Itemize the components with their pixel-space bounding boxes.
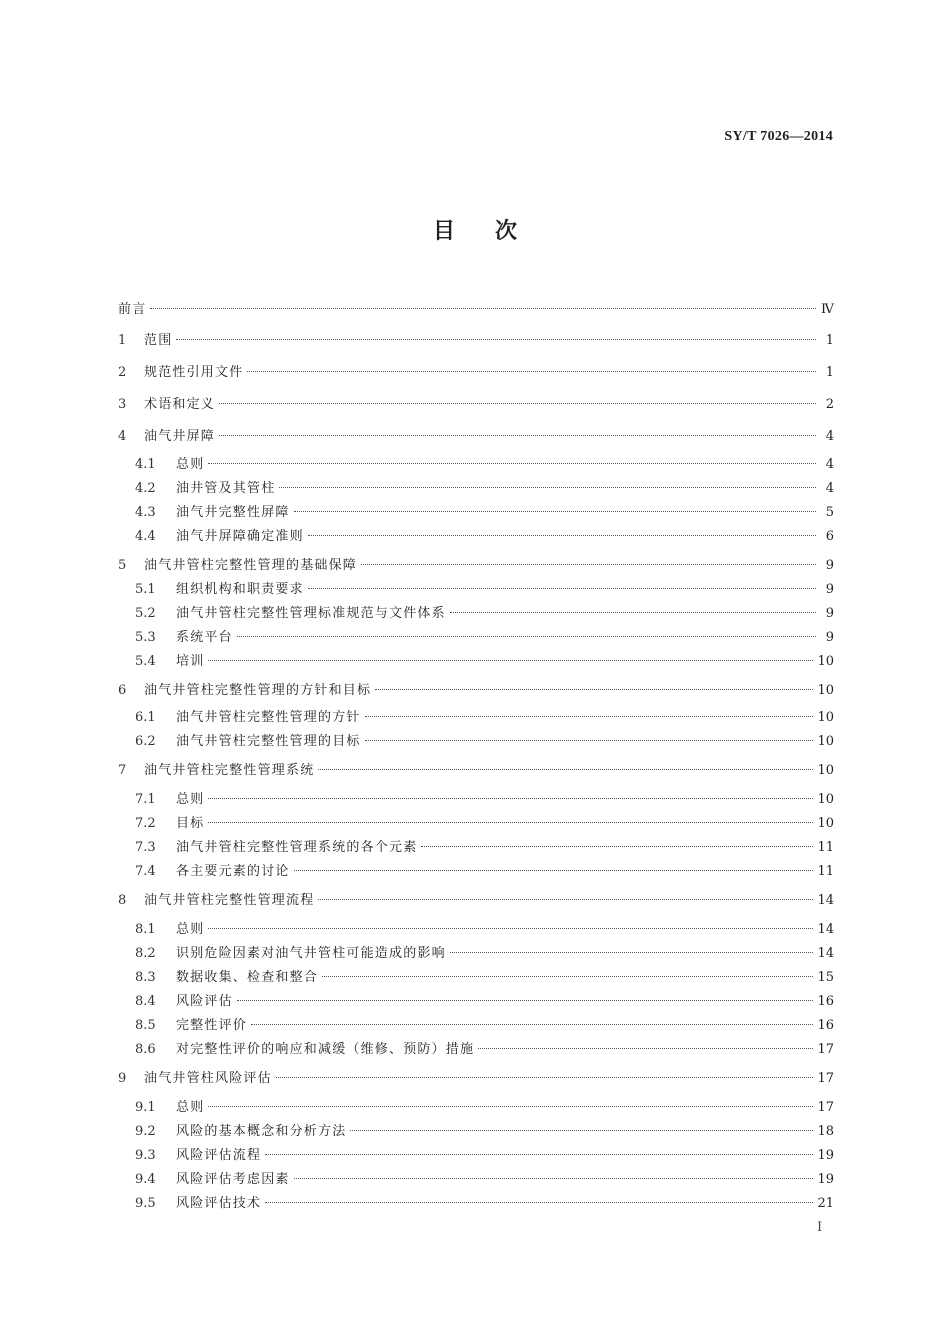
toc-entry-label: 油气井管柱完整性管理的方针和目标 (144, 683, 372, 698)
toc-entry[interactable] (135, 1194, 834, 1214)
toc-entry-number: 5.4 (135, 654, 156, 669)
toc-entry-page: 4 (825, 429, 834, 444)
dot-leader (421, 846, 813, 847)
toc-entry-number: 9.1 (135, 1100, 156, 1115)
toc-entry[interactable] (118, 1069, 834, 1089)
toc-entry-label: 组织机构和职责要求 (176, 582, 304, 597)
toc-entry-page: 11 (817, 864, 834, 879)
toc-entry-label: 油气井管柱完整性管理的方针 (176, 710, 361, 725)
toc-entry-page: 14 (817, 893, 834, 908)
toc-entry[interactable] (135, 708, 834, 728)
toc-entry-page: 9 (825, 582, 834, 597)
toc-entry[interactable] (135, 1098, 834, 1118)
toc-entry[interactable] (118, 556, 834, 576)
dot-leader (219, 435, 816, 436)
toc-entry[interactable] (135, 580, 834, 600)
toc-entry-page: 4 (825, 457, 834, 472)
toc-entry-label: 油气井管柱完整性管理的目标 (176, 734, 361, 749)
toc-entry-number: 2 (118, 365, 127, 380)
toc-entry[interactable] (135, 920, 834, 940)
toc-entry-number: 4.2 (135, 481, 156, 496)
toc-entry-label: 油气井管柱完整性管理流程 (144, 893, 315, 908)
dot-leader (247, 371, 816, 372)
dot-leader (365, 716, 814, 717)
toc-entry-number: 6 (118, 683, 127, 698)
toc-entry-label: 完整性评价 (176, 1018, 248, 1033)
toc-entry-number: 5 (118, 558, 127, 573)
toc-entry-label: 油气井管柱完整性管理标准规范与文件体系 (176, 606, 446, 621)
toc-entry-label: 总则 (176, 1100, 205, 1115)
toc-entry[interactable] (135, 814, 834, 834)
toc-entry-label: 系统平台 (176, 630, 233, 645)
dot-leader (208, 822, 813, 823)
toc-entry-page: 17 (817, 1100, 834, 1115)
dot-leader (276, 1077, 814, 1078)
toc-entry-page: 10 (817, 683, 834, 698)
toc-entry-label: 油气井屏障 (144, 429, 216, 444)
toc-entry-label: 总则 (176, 922, 205, 937)
toc-entry-number: 9 (118, 1071, 127, 1086)
toc-entry-page: 16 (817, 1018, 834, 1033)
dot-leader (318, 899, 813, 900)
toc-entry-label: 油气井管柱完整性管理的基础保障 (144, 558, 358, 573)
toc-entry-page: 10 (817, 763, 834, 778)
toc-entry[interactable] (135, 1040, 834, 1060)
dot-leader (450, 612, 816, 613)
toc-entry-number: 7.3 (135, 840, 156, 855)
toc-entry[interactable] (118, 427, 834, 447)
toc-entry-label: 总则 (176, 457, 205, 472)
toc-entry-page: 11 (817, 840, 834, 855)
toc-entry-page: 15 (817, 970, 834, 985)
toc-entry[interactable] (135, 862, 834, 882)
toc-entry-page: 18 (817, 1124, 834, 1139)
dot-leader (265, 1154, 813, 1155)
dot-leader (294, 1178, 814, 1179)
toc-entry-page: 14 (817, 946, 834, 961)
toc-entry-page: 17 (817, 1042, 834, 1057)
toc-entry-number: 6.1 (135, 710, 156, 725)
toc-entry-page: 9 (825, 558, 834, 573)
dot-leader (361, 564, 816, 565)
dot-leader (265, 1202, 813, 1203)
toc-entry-label: 术语和定义 (144, 397, 216, 412)
toc-entry-page: 10 (817, 710, 834, 725)
toc-entry[interactable] (118, 363, 834, 383)
toc-entry[interactable] (118, 300, 834, 320)
toc-entry[interactable] (135, 992, 834, 1012)
dot-leader (219, 403, 816, 404)
toc-entry[interactable] (135, 838, 834, 858)
toc-entry[interactable] (118, 395, 834, 415)
toc-entry-label: 各主要元素的讨论 (176, 864, 290, 879)
toc-entry-number: 8.5 (135, 1018, 156, 1033)
toc-entry-label: 范围 (144, 333, 173, 348)
toc-entry[interactable] (135, 732, 834, 752)
standard-code: SY/T 7026—2014 (724, 129, 833, 144)
toc-entry-label: 风险的基本概念和分析方法 (176, 1124, 347, 1139)
toc-entry-page: 19 (817, 1148, 834, 1163)
dot-leader (237, 1000, 814, 1001)
toc-entry-label: 识别危险因素对油气井管柱可能造成的影响 (176, 946, 446, 961)
toc-entry-label: 油气井管柱风险评估 (144, 1071, 272, 1086)
toc-entry-number: 8.2 (135, 946, 156, 961)
dot-leader (450, 952, 814, 953)
toc-entry[interactable] (135, 479, 834, 499)
toc-entry[interactable] (135, 1016, 834, 1036)
toc-entry-page: 10 (817, 792, 834, 807)
toc-entry-page: 14 (817, 922, 834, 937)
toc-entry-label: 前言 (118, 302, 147, 317)
toc-entry-number: 6.2 (135, 734, 156, 749)
toc-entry-page: 19 (817, 1172, 834, 1187)
dot-leader (176, 339, 816, 340)
dot-leader (208, 463, 816, 464)
toc-entry-page: 9 (825, 630, 834, 645)
toc-entry-label: 油气井屏障确定准则 (176, 529, 304, 544)
toc-entry-label: 风险评估流程 (176, 1148, 262, 1163)
page-number: I (817, 1220, 823, 1235)
toc-entry-number: 5.3 (135, 630, 156, 645)
toc-entry[interactable] (135, 1170, 834, 1190)
toc-entry[interactable] (118, 891, 834, 911)
toc-entry[interactable] (135, 455, 834, 475)
toc-entry-label: 油气井管柱完整性管理系统的各个元素 (176, 840, 418, 855)
toc-entry-label: 油井管及其管柱 (176, 481, 276, 496)
dot-leader (294, 870, 814, 871)
dot-leader (208, 660, 813, 661)
dot-leader (365, 740, 814, 741)
dot-leader (237, 636, 816, 637)
toc-entry[interactable] (118, 761, 834, 781)
toc-entry[interactable] (135, 503, 834, 523)
toc-entry-number: 8.4 (135, 994, 156, 1009)
toc-entry-page: 21 (817, 1196, 834, 1211)
toc-entry[interactable] (135, 628, 834, 648)
dot-leader (375, 689, 813, 690)
toc-entry-page: 5 (825, 505, 834, 520)
toc-entry-number: 4.3 (135, 505, 156, 520)
dot-leader (308, 588, 816, 589)
dot-leader (322, 976, 813, 977)
dot-leader (294, 511, 816, 512)
toc-entry-number: 1 (118, 333, 127, 348)
toc-entry-number: 9.3 (135, 1148, 156, 1163)
toc-entry-label: 目标 (176, 816, 205, 831)
toc-entry[interactable] (135, 944, 834, 964)
dot-leader (318, 769, 813, 770)
toc-entry-label: 数据收集、检查和整合 (176, 970, 319, 985)
toc-entry-label: 风险评估技术 (176, 1196, 262, 1211)
toc-entry-number: 9.2 (135, 1124, 156, 1139)
toc-entry-label: 风险评估 (176, 994, 233, 1009)
dot-leader (208, 1106, 813, 1107)
toc-entry-page: 16 (817, 994, 834, 1009)
toc-entry-label: 对完整性评价的响应和减缓（维修、预防）措施 (176, 1042, 475, 1057)
toc-entry[interactable] (135, 968, 834, 988)
dot-leader (251, 1024, 813, 1025)
toc-entry-number: 8.3 (135, 970, 156, 985)
toc-entry-page: 1 (825, 365, 834, 380)
toc-entry-label: 油气井管柱完整性管理系统 (144, 763, 315, 778)
toc-entry-number: 8.6 (135, 1042, 156, 1057)
dot-leader (150, 308, 816, 309)
toc-entry-page: 17 (817, 1071, 834, 1086)
toc-entry-label: 油气井完整性屏障 (176, 505, 290, 520)
toc-entry-label: 总则 (176, 792, 205, 807)
toc-entry-page: 10 (817, 654, 834, 669)
toc-entry-number: 9.5 (135, 1196, 156, 1211)
dot-leader (208, 798, 813, 799)
toc-entry-number: 7.1 (135, 792, 156, 807)
toc-entry-number: 4.4 (135, 529, 156, 544)
toc-entry-page: 10 (817, 734, 834, 749)
toc-entry-number: 4.1 (135, 457, 156, 472)
toc-entry-number: 7.2 (135, 816, 156, 831)
toc-entry-page: 10 (817, 816, 834, 831)
toc-entry-number: 9.4 (135, 1172, 156, 1187)
toc-entry-number: 8 (118, 893, 127, 908)
toc-entry-page: Ⅳ (821, 302, 834, 317)
dot-leader (350, 1130, 813, 1131)
toc-entry-page: 4 (825, 481, 834, 496)
toc-entry-number: 7 (118, 763, 127, 778)
dot-leader (308, 535, 816, 536)
toc-entry-number: 7.4 (135, 864, 156, 879)
toc-entry-number: 5.2 (135, 606, 156, 621)
toc-entry[interactable] (135, 790, 834, 810)
toc-entry-page: 9 (825, 606, 834, 621)
toc-entry-number: 5.1 (135, 582, 156, 597)
toc-entry-page: 2 (825, 397, 834, 412)
toc-entry[interactable] (135, 1146, 834, 1166)
dot-leader (478, 1048, 813, 1049)
toc-entry[interactable] (118, 681, 834, 701)
toc-entry[interactable] (135, 1122, 834, 1142)
toc-entry-page: 6 (825, 529, 834, 544)
toc-title: 目次 (432, 219, 557, 244)
dot-leader (208, 928, 813, 929)
toc-entry-number: 8.1 (135, 922, 156, 937)
toc-entry-number: 3 (118, 397, 127, 412)
toc-entry[interactable] (135, 652, 834, 672)
toc-entry-page: 1 (825, 333, 834, 348)
toc-entry[interactable] (118, 331, 834, 351)
toc-entry-number: 4 (118, 429, 127, 444)
toc-entry[interactable] (135, 604, 834, 624)
toc-entry-label: 培训 (176, 654, 205, 669)
toc-entry-label: 规范性引用文件 (144, 365, 244, 380)
toc-entry[interactable] (135, 527, 834, 547)
toc-entry-label: 风险评估考虑因素 (176, 1172, 290, 1187)
dot-leader (279, 487, 816, 488)
